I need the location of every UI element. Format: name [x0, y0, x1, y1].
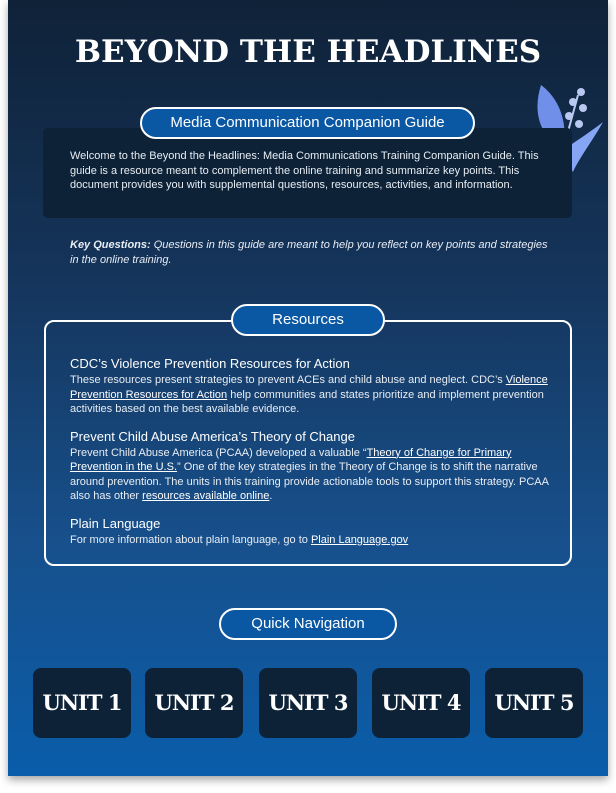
resource-heading: Plain Language [70, 515, 161, 531]
unit-3-button[interactable]: UNIT 3 [259, 668, 357, 738]
unit-4-button[interactable]: UNIT 4 [372, 668, 470, 738]
quick-navigation-pill: Quick Navigation [219, 608, 397, 640]
resource-text: These resources present strategies to prevent ACEs and child abuse and neglect. CDC’s Violence Prevention Resources for Action help communities and states prioritize and implement prevention activities based on the best available evidence. [70, 374, 548, 415]
intro-text: Welcome to the Beyond the Headlines: Media Communications Training Companion Guide. This guide is a resource meant to complement the online training and summarize key points. This document provides you with supplemental questions, resources, activities, and information. [70, 150, 539, 191]
theory-of-change-link[interactable]: Theory of Change for Primary Prevention in the U.S. [70, 446, 512, 473]
resources-pill: Resources [231, 304, 385, 336]
cdc-resources-link[interactable]: Violence Prevention Resources for Action [70, 374, 548, 401]
plain-language-link[interactable]: Plain Language.gov [310, 533, 409, 546]
page-title: BEYOND THE HEADLINES [74, 34, 542, 70]
key-questions-text: Questions in this guide are meant to help you reflect on key points and strategies in the online training. [70, 239, 548, 266]
resource-text: Prevent Child Abuse America (PCAA) developed a valuable “Theory of Change for Primary Prevention in the U.S.” One of the key strategies in the Theory of Change is to shift the narrative around prevention. The units in this training provide actionable tools to support this strategy. PCAA also has other resources available online. [70, 446, 549, 502]
key-questions-label: Key Questions: [70, 239, 151, 251]
pcaa-resources-link[interactable]: resources available online [142, 490, 270, 502]
key-questions [70, 238, 550, 267]
unit-5-button[interactable]: UNIT 5 [485, 668, 583, 738]
unit-1-button[interactable]: UNIT 1 [33, 668, 131, 738]
resource-text: For more information about plain language, go to Plain Language.gov [70, 533, 409, 546]
unit-2-button[interactable]: UNIT 2 [145, 668, 243, 738]
companion-guide-pill: Media Communication Companion Guide [140, 107, 475, 139]
page [8, 0, 608, 776]
resources-box [44, 320, 572, 566]
intro-box [43, 128, 572, 218]
resource-heading: Prevent Child Abuse America’s Theory of Change [70, 428, 355, 444]
resource-heading: CDC’s Violence Prevention Resources for Action [70, 356, 350, 371]
